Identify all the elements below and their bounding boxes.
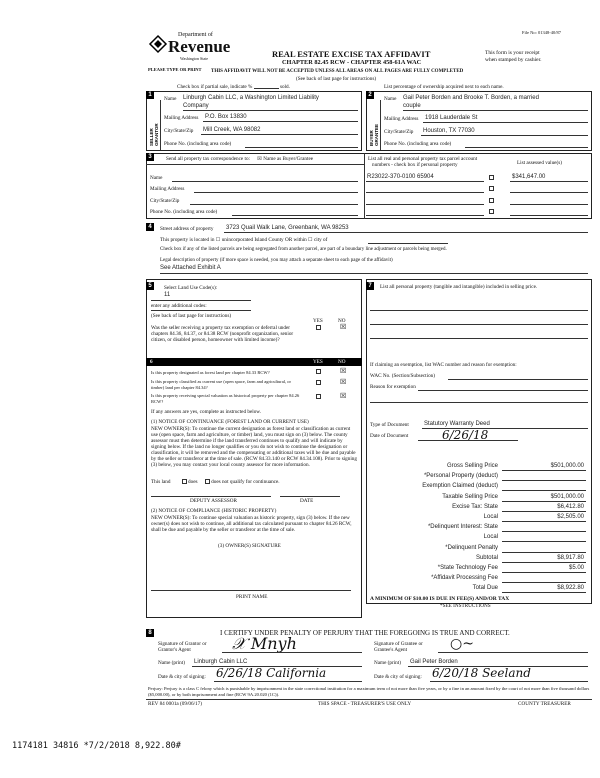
dor-logo-icon [148, 34, 168, 56]
tax-corr-row [166, 156, 313, 162]
dept-line2: Revenue [168, 37, 231, 56]
doc-type[interactable]: Statutory Warranty Deed [424, 421, 490, 427]
grantee-name-label: Name (print) [374, 660, 401, 666]
corr-city-label: City/State/Zip [150, 198, 180, 204]
buyer-mailing[interactable]: 1918 Lauderdale St [425, 115, 478, 121]
additional-codes: enter any additional codes: [151, 303, 207, 309]
yes-header-1: YES [313, 318, 323, 324]
seller-city[interactable]: Mill Creek, WA 98082 [203, 127, 261, 133]
tax-calc-label: *Personal Property (deduct) [423, 473, 498, 480]
tax-calc-label: Exemption Claimed (deduct) [422, 483, 498, 490]
doc-date-label: Date of Document [370, 433, 409, 439]
dept-line1: Department of [178, 32, 213, 38]
parcel-1[interactable]: R23022-370-0100 65904 [367, 174, 434, 180]
section-3-badge: 3 [146, 153, 154, 161]
warning: THIS AFFIDAVIT WILL NOT BE ACCEPTED UNLESS ALL AREAS ON ALL PAGES ARE FULLY COMPLETED [211, 69, 464, 74]
same-as-buyer-label: Name as Buyer/Grantee [263, 156, 314, 162]
grantee-date-label: Date & city of signing: [374, 674, 422, 680]
print-name-label: PRINT NAME [236, 594, 268, 600]
location-line: This property is located in ☐ unincorporated Island County OR within ☐ city of [160, 237, 328, 243]
does-label: does [188, 479, 198, 485]
street-label: Street address of property [160, 226, 214, 232]
grantee-sig-label: Signature of Grantee or Grantee's Agent [374, 641, 423, 653]
notice2-title: (2) NOTICE OF COMPLIANCE (HISTORIC PROPERTY) [151, 508, 277, 514]
tax-calc-value[interactable]: $2,505.00 [557, 514, 584, 520]
tax-calc-label: *Affidavit Processing Fee [431, 575, 498, 582]
buyer-city-label: City/State/Zip [384, 129, 414, 135]
form-subtitle: CHAPTER 82.45 RCW - CHAPTER 458-61A WAC [282, 59, 422, 66]
see-instructions: *SEE INSTRUCTIONS [440, 603, 491, 609]
tax-calc-label: Gross Selling Price [446, 463, 498, 469]
recording-stamp: 1174181 34816 *7/2/2018 8,922.80# [12, 741, 181, 751]
street-address[interactable]: 3723 Quail Walk Lane, Greenbank, WA 98253 [226, 225, 349, 231]
tax-calc-label: Local [483, 514, 498, 520]
notice1-body: NEW OWNER(S): To continue the current designation as forest land or classification as current use (open space, farm and agriculture, or timber) land, you must sign on (3) below. The county assessor must then determine if the land transferred continues to qualify and will indicate by signing below. If the land no longer qualifies or you do not wish to continue the designation or classification, it will be removed and the compensating or additional taxes will be due and payable by the seller or transferor at the time of sale. (RCW 84.33.140 or RCW 84.34.108). Prior to signing (3) below, you may contact your local county assessor for more information. [151, 426, 357, 468]
land-use-label: Select Land Use Code(s): [164, 285, 218, 291]
receipt-note1: This form is your receipt [485, 50, 540, 56]
partial-label: Check box if partial sale, indicate % [177, 84, 253, 90]
doc-type-label: Type of Document [370, 422, 409, 428]
reason-label: Reason for exemption [370, 384, 416, 390]
personal-property-checkbox-2[interactable] [489, 186, 494, 191]
assessed-header: List assessed value(s) [517, 160, 562, 166]
assessed-1[interactable]: $341,647.00 [512, 174, 546, 180]
corr-mailing-label: Mailing Address [150, 186, 185, 192]
does-not-label: does not qualify for continuance. [211, 479, 280, 485]
exempt-no-checkbox[interactable]: ☒ [340, 323, 347, 331]
notice1-title: (1) NOTICE OF CONTINUANCE (FOREST LAND OR CURRENT USE) [151, 419, 309, 425]
tax-calc-value[interactable]: $6,412.80 [557, 503, 584, 510]
personal-property-label: List all personal property (tangible and intangible) included in selling price. [380, 284, 538, 290]
current-use-no-checkbox[interactable]: ☒ [340, 378, 347, 386]
tax-calc-label: Taxable Selling Price [442, 493, 498, 500]
dept-sub: Washington State [180, 56, 209, 61]
grantee-date[interactable]: 6/20/18 Seeland [432, 666, 531, 680]
same-as-buyer-checkbox[interactable]: ☒ [257, 156, 262, 162]
exempt-yes-checkbox[interactable] [316, 325, 321, 330]
grantee-signature[interactable]: ○~ [450, 636, 474, 652]
buyer-city[interactable]: Houston, TX 77030 [423, 128, 475, 134]
tax-calc-value[interactable]: $5.00 [568, 565, 584, 571]
seller-name-label: Name [164, 96, 177, 102]
parcel-header-2: numbers - check box if personal property [372, 162, 458, 168]
buyer-name-label: Name [384, 96, 397, 102]
minimum-note: A MINIMUM OF $10.00 IS DUE IN FEE(S) AND/OR TAX [370, 596, 510, 602]
section-4-badge: 4 [146, 223, 154, 231]
land-use-code[interactable]: 11 [164, 292, 171, 298]
tax-calc-value[interactable]: $501,000.00 [550, 493, 584, 500]
treasurer-space: THIS SPACE - TREASURER'S USE ONLY [318, 701, 412, 707]
deputy-assessor: DEPUTY ASSESSOR [190, 498, 237, 504]
wac-label: WAC No. (Section/Subsection) [370, 373, 435, 379]
land-use-back-note: (See back of last page for instructions) [151, 313, 232, 319]
exempt-question: Was the seller receiving a property tax exemption or deferral under chapters 84.36, 84.37, or 84.38 RCW (nonprofit organization, senior citizen, or disabled person, homeowner with limited income)? [151, 325, 294, 343]
seller-mailing[interactable]: P.O. Box 13830 [205, 114, 247, 120]
does-not-checkbox[interactable] [205, 479, 210, 484]
current-use-question: Is this property classified as current use (open space, farm and agricultural, or timber) land per chapter 84.34? [151, 379, 291, 390]
grantor-date-label: Date & city of signing: [158, 674, 206, 680]
seller-side-label: SELLER GRANTOR [149, 123, 159, 146]
buyer-name-1[interactable]: Gail Peter Borden and Brooke T. Borden, a married [403, 95, 539, 101]
legal-value[interactable]: See Attached Exhibit A [160, 265, 221, 271]
rev-no: REV 84 0001a (09/06/17) [148, 701, 202, 707]
personal-property-checkbox-3[interactable] [489, 198, 494, 203]
legal-line: Legal description of property (if more space is needed, you may attach a separate sheet to each page of the affidavit) [160, 258, 393, 263]
section-6-badge: 6 [150, 359, 153, 365]
seller-phone-label: Phone No. (including area code) [164, 141, 232, 147]
corr-phone-label: Phone No. (including area code) [150, 209, 218, 215]
if-yes-note: If any answers are yes, complete as instructed below. [151, 409, 262, 415]
receipt-note2: when stamped by cashier. [485, 57, 542, 63]
section-5-badge: 5 [146, 282, 154, 290]
forest-yes-checkbox[interactable] [316, 369, 321, 374]
grantor-sig-label: Signature of Grantor or Grantor's Agent [158, 641, 207, 653]
buyer-phone-label: Phone No. (including area code) [384, 141, 452, 147]
historic-question: Is this property receiving special valuation as historical property per chapter 84.26 RCW? [151, 393, 300, 404]
tax-calc-value[interactable]: $8,917.80 [557, 554, 584, 561]
no-header-1: NO [338, 318, 346, 324]
tax-calc-label: *State Technology Fee [437, 565, 498, 571]
does-checkbox[interactable] [182, 479, 187, 484]
segregated-line: Check box if any of the listed parcels are being segregated from another parcel, are part of a boundary line adjustment or parcels being merged. [160, 247, 447, 252]
no-header-2: NO [338, 359, 346, 365]
forest-no-checkbox[interactable]: ☒ [340, 367, 347, 375]
buyer-name-2[interactable]: couple [403, 103, 421, 109]
section-2-badge: 2 [366, 91, 374, 99]
form-title: REAL ESTATE EXCISE TAX AFFIDAVIT [272, 49, 431, 59]
tax-calc-label: *Delinquent Penalty [445, 544, 498, 551]
tax-calc-label: Excise Tax: State [452, 503, 498, 510]
grantor-date[interactable]: 6/26/18 California [216, 666, 327, 680]
buyer-mailing-label: Mailing Address [384, 116, 419, 122]
seller-name-1[interactable]: Linburgh Cabin LLC, a Washington Limited Liability [183, 95, 319, 101]
tax-calc-label: Total Due [472, 585, 498, 592]
ownership-label: List percentage of ownership acquired next to each name. [384, 84, 504, 90]
tax-calc-value[interactable]: $8,922.80 [557, 585, 584, 592]
file-no: File No: 01348-40/87 [522, 30, 561, 35]
buyer-side-label: BUYER GRANTEE [369, 123, 379, 146]
seller-name-2[interactable]: Company [183, 103, 209, 109]
tax-calc-label: Subtotal [475, 554, 498, 561]
owner-signature-label: (3) OWNER(S) SIGNATURE [218, 543, 281, 549]
grantor-signature[interactable]: 𝒳 Mnyh [232, 634, 297, 653]
personal-property-checkbox-4[interactable] [489, 209, 494, 214]
notice2-body: NEW OWNER(S): To continue special valuation as historic property, sign (3) below. If the new owner(s) does not wish to continue, all additional tax calculated pursuant to chapter 84.26 RCW, shall be due and payable by the seller or transferor at the time of sale. [151, 515, 352, 533]
tax-corr-label: Send all property tax correspondence to: [166, 156, 250, 162]
personal-property-checkbox-1[interactable] [489, 175, 494, 180]
perjury-text: Perjury: Perjury is a class C felony which is punishable by imprisonment in the state correctional institution for a maximum term of not more than five years, or by a fine in an amount fixed by the court of not more than five thousand dollars ($5,000.00), or by both imprisonment and fine (RCW 9A.20.020 (1C)). [148, 686, 590, 697]
continuance-row [151, 479, 280, 485]
doc-date[interactable]: 6/26/18 [442, 428, 489, 442]
corr-name-label: Name [150, 175, 163, 181]
seller-mailing-label: Mailing Address [164, 115, 199, 121]
historic-no-checkbox[interactable]: ☒ [340, 392, 347, 400]
tax-calc-label: Local [483, 534, 498, 541]
section-7-badge: 7 [366, 282, 374, 290]
tax-calc-value[interactable]: $501,000.00 [550, 463, 584, 469]
section-1-badge: 1 [146, 91, 154, 99]
grantor-name[interactable]: Linburgh Cabin LLC [194, 659, 248, 665]
land-does-label: This land [151, 479, 171, 485]
partial-sold: sold. [279, 84, 290, 90]
dor-logo [148, 30, 231, 64]
back-note: (See back of last page for instructions) [296, 76, 377, 82]
forest-question: Is this property designated as forest land per chapter 84.33 RCW? [151, 370, 270, 375]
section-8-badge: 8 [146, 629, 154, 637]
current-use-yes-checkbox[interactable] [316, 380, 321, 385]
partial-sale [177, 84, 290, 90]
grantee-name[interactable]: Gail Peter Borden [410, 659, 458, 665]
historic-yes-checkbox[interactable] [316, 394, 321, 399]
yes-header-2: YES [313, 359, 323, 365]
parcel-header-1: List all real and personal property tax parcel account [368, 156, 478, 162]
county-treasurer: COUNTY TREASURER [518, 701, 571, 707]
grantor-name-label: Name (print) [158, 660, 185, 666]
deputy-date: DATE [300, 498, 314, 504]
exemption-label: If claiming an exemption, list WAC number and reason for exemption: [370, 362, 517, 368]
print-note: PLEASE TYPE OR PRINT [148, 67, 202, 72]
certify-text: I CERTIFY UNDER PENALTY OF PERJURY THAT THE FOREGOING IS TRUE AND CORRECT. [220, 629, 510, 637]
tax-calc-label: *Delinquent Interest: State [427, 524, 498, 531]
seller-city-label: City/State/Zip [164, 128, 194, 134]
